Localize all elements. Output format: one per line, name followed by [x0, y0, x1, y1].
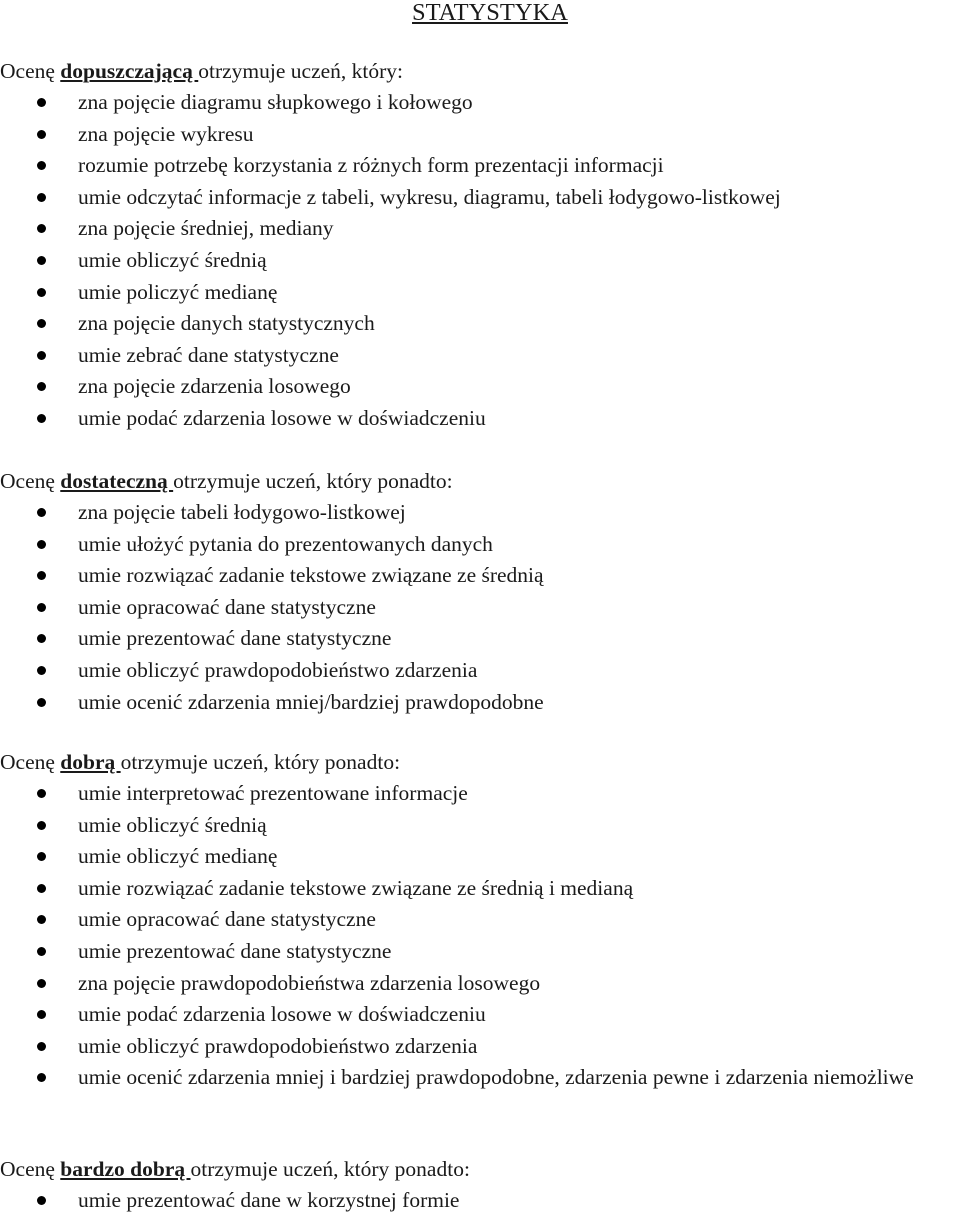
bullet-icon: [37, 130, 46, 139]
requirements-list: [0, 778, 960, 1094]
section-heading: [0, 465, 960, 497]
item-text: zna pojęcie danych statystycznych: [78, 311, 375, 336]
bullet-icon: [37, 698, 46, 707]
list-item: [0, 119, 960, 151]
bullet-icon: [37, 256, 46, 265]
list-item: [0, 371, 960, 403]
heading-suffix: otrzymuje uczeń, który ponadto:: [173, 469, 453, 493]
bullet-icon: [37, 1073, 46, 1082]
item-text: umie odczytać informacje z tabeli, wykresu, diagramu, tabeli łodygowo-listkowej: [78, 184, 781, 209]
grade-label: dobrą: [60, 750, 121, 774]
bullet-icon: [37, 508, 46, 517]
bullet-icon: [37, 1042, 46, 1051]
section-bardzo-dobra: [0, 1153, 960, 1217]
bullet-icon: [37, 1010, 46, 1019]
item-text: zna pojęcie średniej, mediany: [78, 216, 334, 241]
item-text: umie prezentować dane statystyczne: [78, 938, 392, 963]
item-text: zna pojęcie zdarzenia losowego: [78, 374, 351, 399]
list-item: [0, 245, 960, 277]
item-text: umie obliczyć średnią: [78, 247, 267, 272]
item-text: umie ułożyć pytania do prezentowanych danych: [78, 531, 493, 556]
requirements-list: [0, 1185, 960, 1217]
list-item: [0, 999, 960, 1031]
item-text: umie rozwiązać zadanie tekstowe związane ze średnią i medianą: [78, 875, 634, 900]
grade-label: dostateczną: [60, 469, 174, 493]
heading-suffix: otrzymuje uczeń, który ponadto:: [120, 750, 401, 774]
bullet-icon: [37, 414, 46, 423]
bullet-icon: [37, 947, 46, 956]
list-item: [0, 841, 960, 873]
list-item: [0, 150, 960, 182]
list-item: [0, 592, 960, 624]
page-title: STATYSTYKA: [412, 0, 568, 26]
list-item: [0, 213, 960, 245]
list-item: [0, 810, 960, 842]
list-item: [0, 623, 960, 655]
section-dostateczna: [0, 465, 960, 718]
item-text: umie rozwiązać zadanie tekstowe związane ze średnią: [78, 563, 544, 588]
list-item: [0, 87, 960, 119]
item-text: umie zebrać dane statystyczne: [78, 342, 339, 367]
heading-prefix: Ocenę: [0, 469, 61, 493]
list-item: [0, 1185, 960, 1217]
bullet-icon: [37, 540, 46, 549]
bullet-icon: [37, 319, 46, 328]
item-text: umie interpretować prezentowane informacje: [78, 781, 468, 805]
list-item: [0, 277, 960, 309]
item-text: zna pojęcie tabeli łodygowo-listkowej: [78, 500, 406, 524]
item-text: umie opracować dane statystyczne: [78, 594, 376, 619]
requirements-list: [0, 497, 960, 718]
item-text: zna pojęcie diagramu słupkowego i kołowego: [78, 90, 473, 114]
list-item: [0, 687, 960, 719]
item-text: umie obliczyć prawdopodobieństwo zdarzenia: [78, 657, 478, 682]
item-text: zna pojęcie wykresu: [78, 121, 254, 146]
bullet-icon: [37, 789, 46, 798]
list-item: [0, 308, 960, 340]
requirements-list: [0, 87, 960, 435]
grade-label: dopuszczającą: [60, 59, 199, 83]
bullet-icon: [37, 634, 46, 643]
list-item: [0, 936, 960, 968]
list-item: [0, 403, 960, 435]
bullet-icon: [37, 193, 46, 202]
item-text: umie prezentować dane w korzystnej formie: [78, 1188, 460, 1212]
item-text: umie obliczyć prawdopodobieństwo zdarzenia: [78, 1033, 478, 1058]
list-item: [0, 873, 960, 905]
bullet-icon: [37, 979, 46, 988]
bullet-icon: [37, 1196, 46, 1205]
section-heading: [0, 55, 960, 87]
list-item: [0, 182, 960, 214]
list-item: [0, 340, 960, 372]
bullet-icon: [37, 351, 46, 360]
item-text: umie policzyć medianę: [78, 279, 278, 304]
grade-label: bardzo dobrą: [60, 1157, 191, 1181]
section-dopuszczajaca: [0, 55, 960, 435]
item-text: umie obliczyć medianę: [78, 844, 278, 869]
list-item: [0, 655, 960, 687]
section-dobra: [0, 746, 960, 1094]
heading-prefix: Ocenę: [0, 1157, 61, 1181]
item-text: umie obliczyć średnią: [78, 812, 267, 837]
heading-suffix: otrzymuje uczeń, który ponadto:: [190, 1157, 470, 1181]
bullet-icon: [37, 224, 46, 233]
bullet-icon: [37, 666, 46, 675]
list-item: [0, 1031, 960, 1063]
item-text: rozumie potrzebę korzystania z różnych form prezentacji informacji: [78, 153, 664, 178]
item-text: umie prezentować dane statystyczne: [78, 626, 392, 651]
bullet-icon: [37, 821, 46, 830]
section-heading: [0, 1153, 960, 1185]
list-item: [0, 778, 960, 810]
section-heading: [0, 746, 960, 778]
item-text: umie podać zdarzenia losowe w doświadczeniu: [78, 1002, 486, 1027]
list-item: [0, 529, 960, 561]
bullet-icon: [37, 603, 46, 612]
list-item: [0, 1062, 960, 1094]
item-text: umie ocenić zdarzenia mniej/bardziej prawdopodobne: [78, 689, 544, 714]
bullet-icon: [37, 161, 46, 170]
heading-prefix: Ocenę: [0, 59, 61, 83]
list-item: [0, 904, 960, 936]
heading-suffix: otrzymuje uczeń, który:: [198, 59, 404, 83]
list-item: [0, 497, 960, 529]
bullet-icon: [37, 915, 46, 924]
bullet-icon: [37, 884, 46, 893]
list-item: [0, 968, 960, 1000]
bullet-icon: [37, 288, 46, 297]
item-text: umie ocenić zdarzenia mniej i bardziej prawdopodobne, zdarzenia pewne i zdarzenia niemożliwe: [78, 1065, 914, 1090]
heading-prefix: Ocenę: [0, 750, 61, 774]
item-text: umie podać zdarzenia losowe w doświadczeniu: [78, 405, 486, 430]
bullet-icon: [37, 571, 46, 580]
item-text: umie opracować dane statystyczne: [78, 907, 376, 932]
bullet-icon: [37, 382, 46, 391]
bullet-icon: [37, 852, 46, 861]
bullet-icon: [37, 98, 46, 107]
list-item: [0, 560, 960, 592]
item-text: zna pojęcie prawdopodobieństwa zdarzenia losowego: [78, 970, 541, 995]
